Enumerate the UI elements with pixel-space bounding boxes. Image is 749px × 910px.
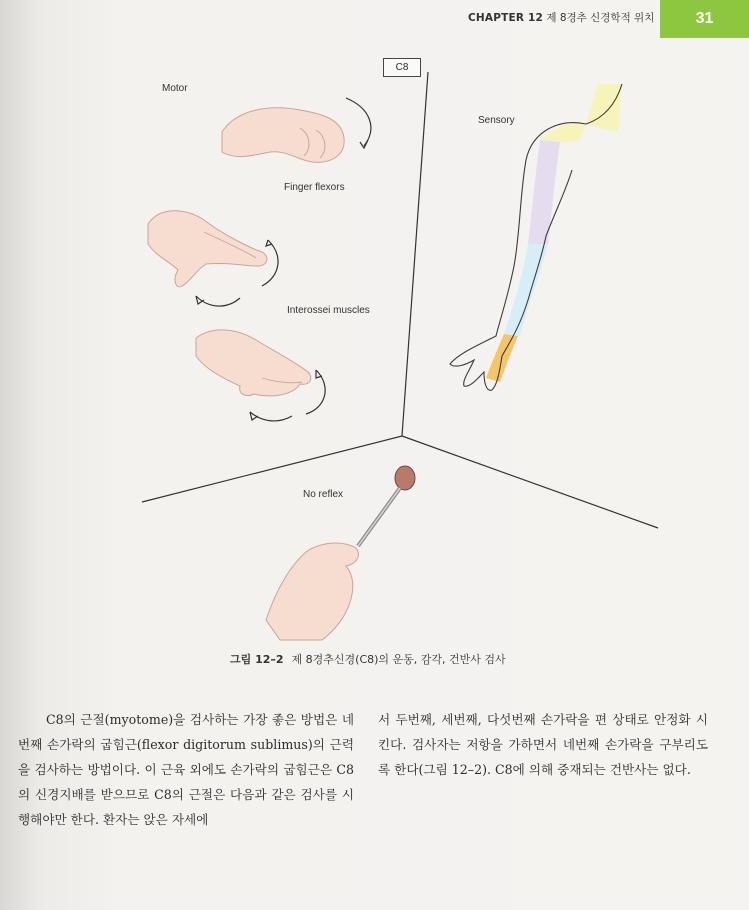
reflex-hammer-icon: [358, 466, 415, 546]
body-paragraph-right: 서 두번째, 세번째, 다섯번째 손가락을 편 상태로 안정화 시킨다. 검사자는 저항을 가하면서 네번째 손가락을 구부리도록 한다(그림 12–2). C8에 의해 중재되는 건반사는 없다.: [378, 712, 708, 777]
nerve-root-box: C8: [383, 58, 421, 77]
page-number: 31: [695, 10, 714, 27]
chapter-title: 제 8경추 신경학적 위치: [546, 12, 655, 24]
label-no-reflex: No reflex: [303, 489, 344, 500]
body-paragraph-left: C8의 근절(myotome)을 검사하는 가장 좋은 방법은 네번째 손가락의 굽힘근(flexor digitorum sublimus)의 근력을 검사하는 방법이다. 이 근육 외에도 손가락의 굽힘근은 C8의 신경지배를 받으므로 C8의 근절은 다음과 같은 검사를 시행해야만 한다. 환자는 앉은 자세에: [18, 712, 354, 827]
label-sensory: Sensory: [478, 115, 515, 126]
divider-line-right: [402, 436, 658, 528]
c8-figure-illustration: [0, 40, 749, 650]
caption-number: 그림 12–2: [230, 653, 284, 666]
running-header: [468, 10, 654, 25]
figure-caption: [230, 651, 506, 667]
interossei-hand-upper-icon: [148, 211, 278, 306]
finger-flexor-hand-icon: [222, 98, 371, 162]
divider-line-vertical: [402, 72, 428, 436]
page-number-tab: [660, 0, 749, 38]
body-column-left: [18, 707, 354, 832]
chapter-label: CHAPTER 12: [468, 12, 544, 24]
interossei-hand-lower-icon: [196, 330, 325, 421]
hand-holding-hammer-icon: [266, 543, 358, 640]
divider-line-left: [142, 436, 402, 502]
label-motor: Motor: [162, 83, 188, 94]
label-finger-flexors: Finger flexors: [284, 182, 345, 193]
label-interossei: Interossei muscles: [287, 305, 370, 316]
sensory-arm-dermatome-icon: [450, 84, 622, 390]
body-column-right: [378, 707, 708, 782]
caption-text: 제 8경추신경(C8)의 운동, 감각, 건반사 검사: [291, 653, 506, 666]
